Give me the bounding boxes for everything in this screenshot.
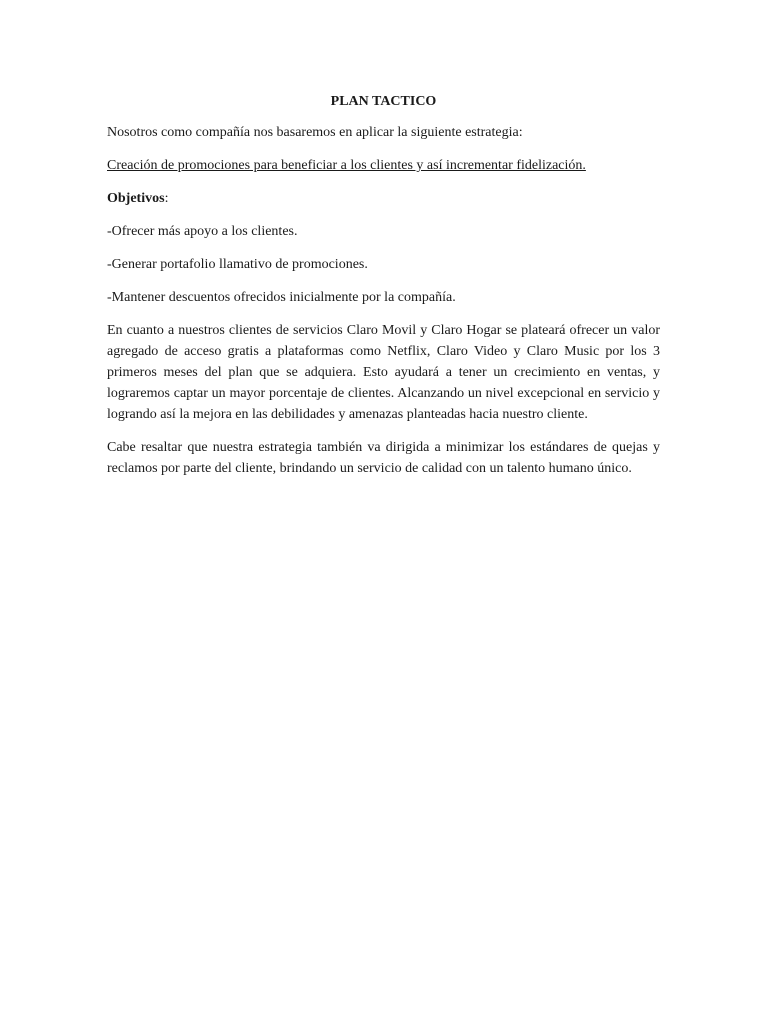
strategy-statement: Creación de promociones para beneficiar a los clientes y así incrementar fidelización. [107, 158, 586, 173]
body-paragraph-1: En cuanto a nuestros clientes de servicios Claro Movil y Claro Hogar se plateará ofrecer un valor agregado de acceso gratis a plataformas como Netflix, Claro Video y Claro Music por los 3 primeros meses del plan que se adquiera. Esto ayudará a tener un crecimiento en ventas, y lograremos captar un mayor porcentaje de clientes. Alcanzando un nivel excepcional en servicio y logrando así la mejora en las debilidades y amenazas planteadas hacia nuestro cliente. [107, 323, 660, 422]
objectives-heading [107, 188, 660, 209]
body-paragraph-2: Cabe resaltar que nuestra estrategia también va dirigida a minimizar los estándares de quejas y reclamos por parte del cliente, brindando un servicio de calidad con un talento humano único. [107, 440, 660, 476]
intro-paragraph: Nosotros como compañía nos basaremos en aplicar la siguiente estrategia: [107, 125, 523, 140]
objectives-colon: : [164, 191, 169, 206]
objectives-label: Objetivos [107, 191, 165, 206]
objective-item: -Ofrecer más apoyo a los clientes. [107, 224, 298, 239]
document-title: PLAN TACTICO [330, 94, 437, 109]
objective-item: -Generar portafolio llamativo de promociones. [107, 257, 368, 272]
objective-item: -Mantener descuentos ofrecidos inicialmente por la compañía. [107, 290, 456, 305]
document-body [107, 91, 660, 491]
